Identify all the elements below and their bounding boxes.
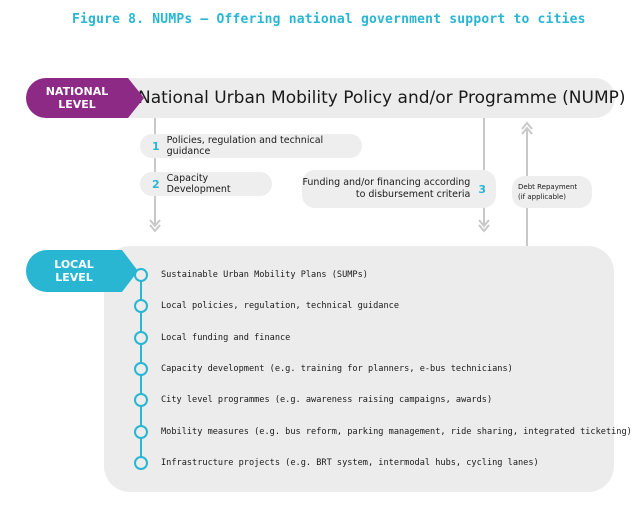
flow-number-3: 3	[478, 182, 486, 196]
local-item	[134, 265, 368, 285]
local-item-text: City level programmes (e.g. awareness raising campaigns, awards)	[161, 395, 493, 405]
local-item-text: Local funding and finance	[161, 333, 291, 343]
debt-line1: Debt Repayment	[518, 183, 578, 191]
timeline-circle-icon	[134, 299, 148, 313]
flow-text-1: Policies, regulation and technical guidance	[166, 135, 324, 157]
local-tag-line2: LEVEL	[55, 271, 93, 284]
debt-line2: (if applicable)	[518, 193, 566, 201]
local-item-text: Sustainable Urban Mobility Plans (SUMPs)	[161, 270, 368, 280]
timeline-circle-icon	[134, 393, 148, 407]
timeline-circle-icon	[134, 268, 148, 282]
flow-text-3	[302, 177, 470, 201]
flow-number-1: 1	[152, 139, 160, 153]
timeline-circle-icon	[134, 425, 148, 439]
national-title: National Urban Mobility Policy and/or Programme (NUMP)	[138, 88, 626, 108]
timeline-circle-icon	[134, 362, 148, 376]
figure-title: Figure 8. NUMPs – Offering national government support to cities	[72, 12, 586, 27]
national-level-tag	[26, 78, 128, 118]
flow-label-2	[140, 172, 272, 196]
local-item	[134, 328, 290, 348]
timeline-circle-icon	[134, 456, 148, 470]
flow-label-1	[140, 134, 362, 158]
local-item	[134, 390, 492, 410]
timeline-circle-icon	[134, 331, 148, 345]
national-tag-line2: LEVEL	[58, 98, 96, 111]
local-item-text: Local policies, regulation, technical guidance	[161, 301, 399, 311]
debt-repayment-label	[512, 176, 592, 208]
flow-number-2: 2	[152, 177, 160, 191]
national-tag-line1: NATIONAL	[45, 85, 109, 98]
local-item	[134, 296, 399, 316]
local-item	[134, 453, 539, 473]
local-level-tag	[26, 250, 122, 292]
local-item-text: Capacity development (e.g. training for planners, e-bus technicians)	[161, 364, 513, 374]
flow-text-3-line1: Funding and/or financing according	[302, 177, 471, 188]
local-item	[134, 422, 632, 442]
local-tag-line1: LOCAL	[54, 258, 94, 271]
local-item-text: Infrastructure projects (e.g. BRT system, intermodal hubs, cycling lanes)	[161, 458, 539, 468]
flow-text-2: Capacity Development	[166, 173, 231, 195]
local-item-text: Mobility measures (e.g. bus reform, parking management, ride sharing, integrated ticketing)	[161, 427, 632, 437]
flow-text-3-line2: to disbursement criteria	[355, 189, 471, 200]
local-item	[134, 359, 513, 379]
flow-label-3	[302, 170, 496, 208]
